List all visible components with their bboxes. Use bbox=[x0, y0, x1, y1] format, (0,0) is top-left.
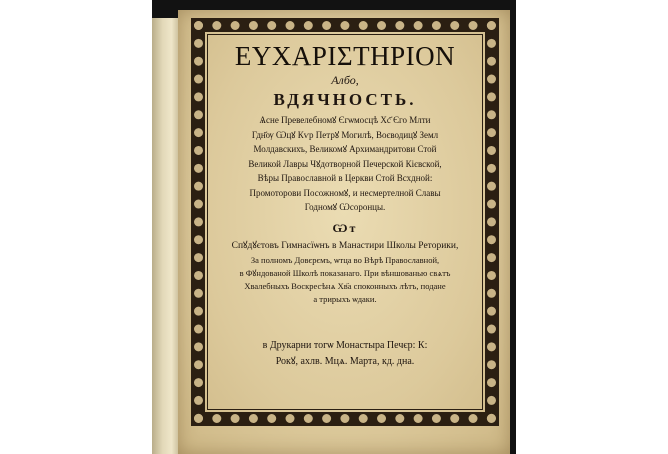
book-subtitle: ВДЯЧНОСТЬ. bbox=[273, 90, 417, 109]
title-page-text bbox=[207, 36, 483, 408]
school-line: а трирыхъ ѡдаки. bbox=[313, 293, 377, 304]
school-line: Спꙋдꙋєтовъ Гимнасїѡнъ в Манастири Школы Реторики, bbox=[231, 240, 459, 251]
dedication-line: Великой Лавры Чꙋдотворной Печерской Кієвской, bbox=[248, 158, 442, 169]
imprint-line: Рокꙋ, ахлв. Мцѧ. Марта, кд. дна. bbox=[275, 356, 415, 367]
dedication-line: Вѣры Православной в Церкви Стой Всхдной: bbox=[257, 173, 433, 183]
dedication-line: Ѧсне Превелебномꙋ Єгѡмосцѣ Хс҃ Єго Млти bbox=[259, 115, 431, 125]
title-connector: Албо, bbox=[331, 73, 359, 87]
school-line: в Фꙋндованой Школѣ показанаго. При вѣншованью свѧтъ bbox=[239, 267, 451, 278]
school-block bbox=[207, 239, 483, 306]
book-title: ΕΥΧΑΡΙΣΤΗΡΙΟΝ bbox=[234, 41, 456, 71]
school-line: За полномъ Довєрємъ, ѡтца во Вѣрѣ Православной, bbox=[250, 254, 440, 265]
from-heading: Ѡт bbox=[332, 220, 358, 235]
dedication-block bbox=[207, 113, 483, 215]
dedication-line: Промоторови Посожномꙋ, и несмертелной Славы bbox=[249, 187, 441, 198]
imprint-line: в Друкарни тогѡ Монастыра Печєр: К: bbox=[262, 340, 428, 351]
dedication-line: Молдавскихъ, Великомꙋ Архимандритови Стой bbox=[253, 144, 437, 154]
school-line: Хвалебныхъ Воскресѣнѧ Хв҃а споконныхъ лѣтъ, подане bbox=[244, 280, 446, 291]
facing-page-edge bbox=[152, 18, 179, 454]
dedication-line: Гдн҃ѹ Ѡцꙋ Кѵр Петрꙋ Могилѣ, Воєводицꙋ Земл bbox=[251, 129, 439, 140]
dedication-line: Годномꙋ Ѡсоронцы. bbox=[304, 202, 386, 212]
imprint-block bbox=[207, 338, 483, 370]
